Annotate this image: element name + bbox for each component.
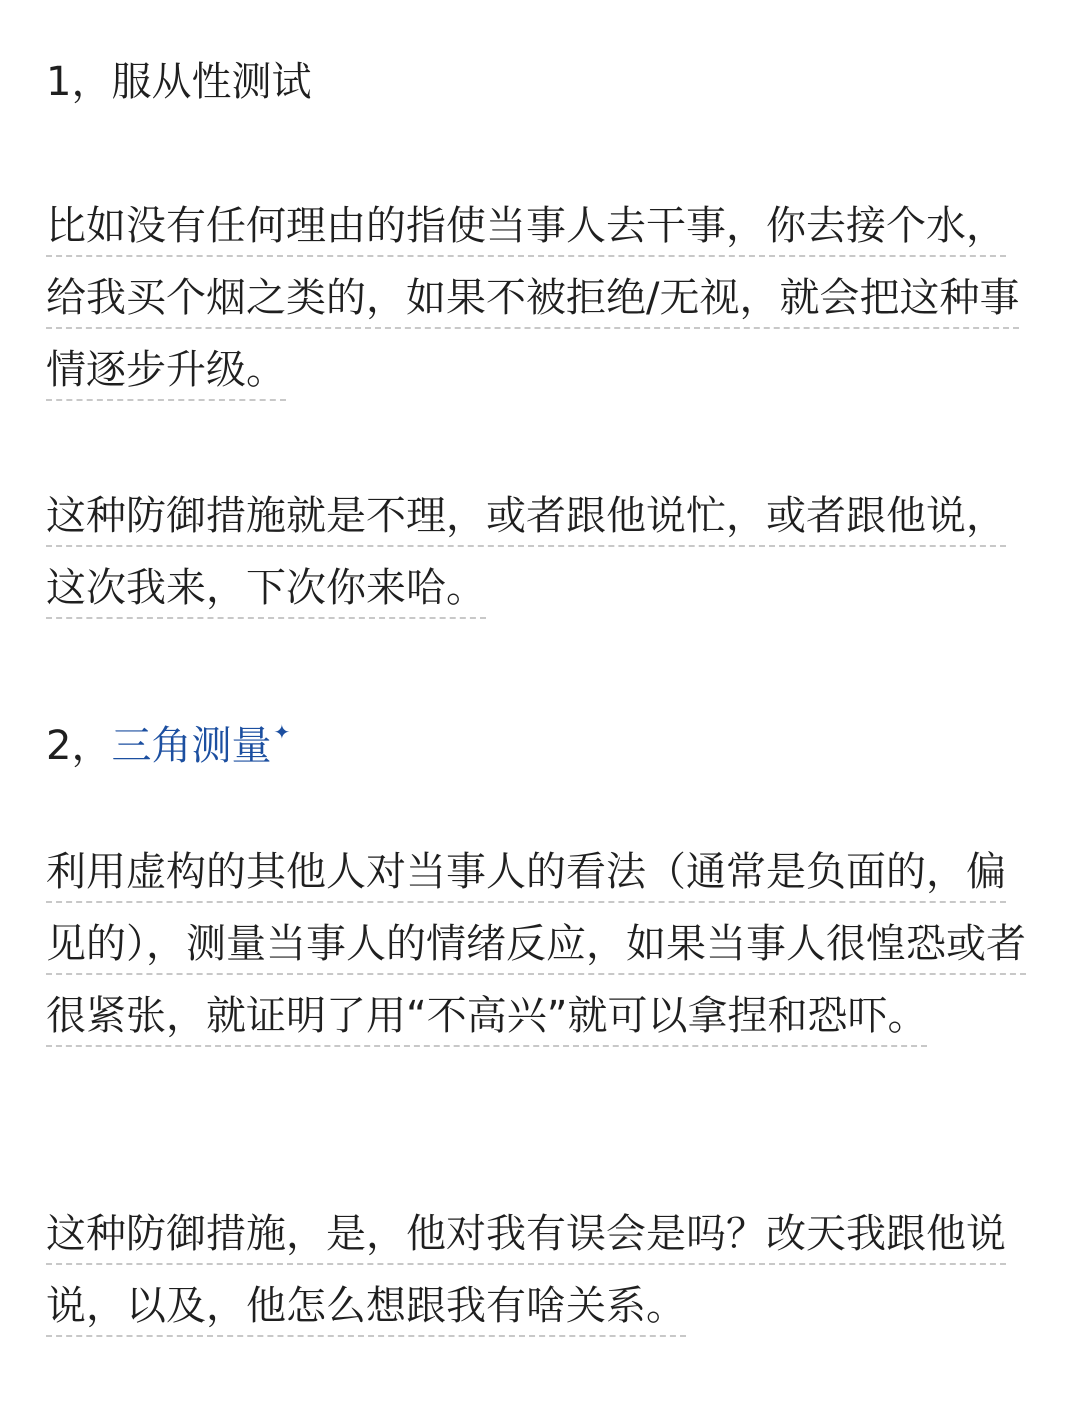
section-2-number: 2， [46, 723, 112, 769]
section-1-paragraph-1 [46, 190, 1036, 406]
section-2-paragraph-2 [46, 1198, 1036, 1342]
section-2-paragraph-1 [46, 836, 1036, 1052]
section-2-title-link[interactable]: 三角测量 [111, 723, 272, 769]
sparkle-icon: ✦ [273, 720, 291, 744]
section-1-paragraph-2-text: 这种防御措施就是不理，或者跟他说忙，或者跟他说，这次我来，下次你来哈。 [46, 493, 1006, 619]
section-2-heading [46, 708, 290, 770]
section-1-paragraph-2 [46, 480, 1036, 624]
section-2-paragraph-2-text: 这种防御措施，是，他对我有误会是吗？改天我跟他说说，以及，他怎么想跟我有啥关系。 [46, 1211, 1006, 1337]
section-1-paragraph-1-text: 比如没有任何理由的指使当事人去干事，你去接个水，给我买个烟之类的，如果不被拒绝/无视，就会把这种事情逐步升级。 [46, 203, 1019, 401]
section-1-title: 服从性测试 [111, 59, 312, 105]
section-1-heading [46, 58, 311, 106]
section-1-number: 1， [46, 59, 112, 105]
section-2-paragraph-1-text: 利用虚构的其他人对当事人的看法（通常是负面的，偏见的），测量当事人的情绪反应，如果当事人很惶恐或者很紧张，就证明了用“不高兴”就可以拿捏和恐吓。 [46, 849, 1026, 1047]
